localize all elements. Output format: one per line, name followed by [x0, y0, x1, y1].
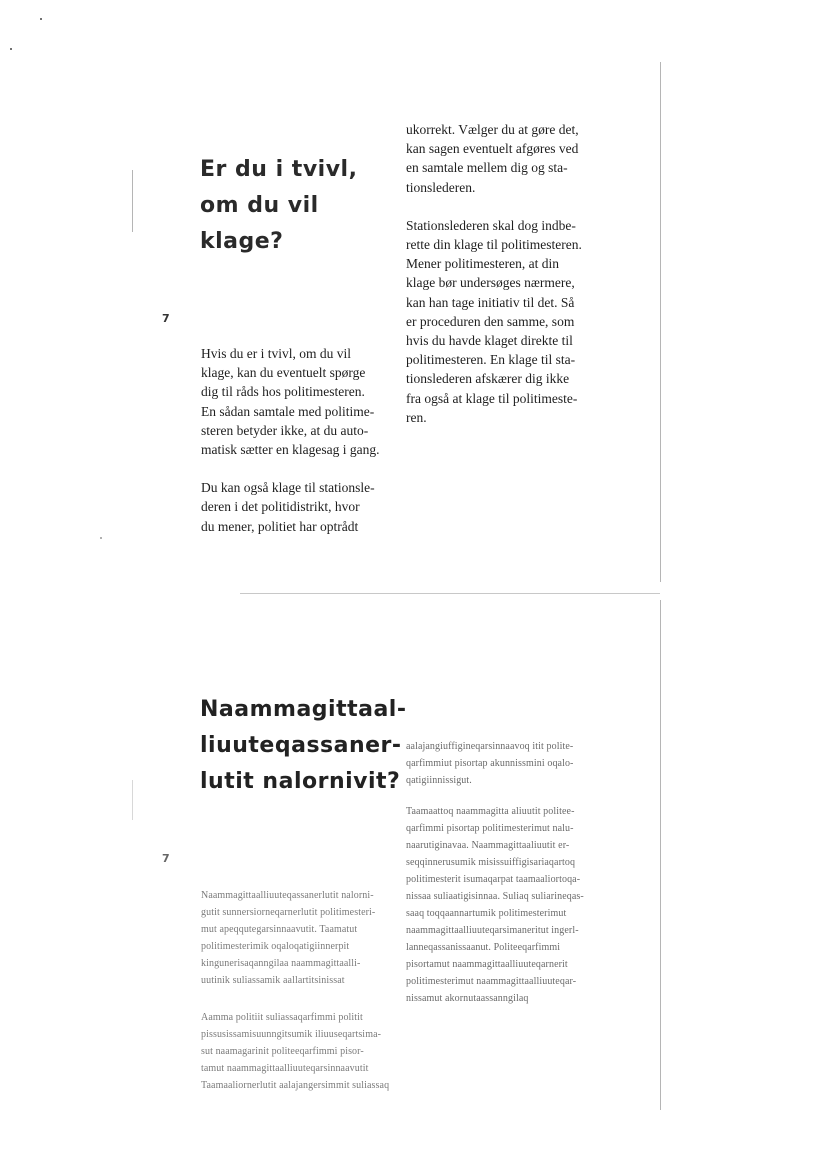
text-line: seqqinnerusumik misissuiffigisariaqartoq	[406, 857, 576, 868]
text-line: steren betyder ikke, at du auto-	[201, 422, 369, 438]
text-line: en samtale mellem dig og sta-	[406, 160, 568, 176]
text-line: kingunerisaqanngilaa naammagittaalli-	[201, 958, 361, 969]
page-edge-line	[132, 170, 133, 232]
text-line: Mener politimesteren, at din	[406, 256, 559, 272]
text-line: gutit sunnersiorneqarnerlutit politimesteri-	[201, 907, 376, 918]
text-line: Stationslederen skal dog indbe-	[406, 217, 576, 233]
text-line: Taamaattoq naammagitta aliuutit politee-	[406, 806, 575, 817]
paragraph	[201, 344, 401, 459]
page-number: 7	[162, 312, 170, 325]
page-edge-line	[132, 780, 133, 820]
paragraph	[201, 1009, 401, 1094]
paragraph	[406, 738, 606, 789]
text-line: saaq toqqaannartumik politimesterimut	[406, 908, 567, 919]
text-line: nissamut akornutaassanngilaq	[406, 993, 529, 1004]
text-line: rette din klage til politimesteren.	[406, 237, 582, 253]
text-line: du mener, politiet har optrådt	[201, 518, 359, 534]
heading-line: Naammagittaal-	[200, 697, 407, 722]
text-line: qarfimmiut pisortap akunnissmini oqalo-	[406, 758, 574, 769]
paragraph	[201, 478, 401, 536]
danish-heading	[200, 152, 357, 260]
text-line: lanneqassanissaanut. Politeeqarfimmi	[406, 942, 561, 953]
page-edge-line	[660, 600, 661, 1110]
text-line: aalajangiuffigineqarsinnaavoq itit polite-	[406, 741, 574, 752]
text-line: naarutiginavaa. Naammagittaaliuutit er-	[406, 840, 570, 851]
text-line: ukorrekt. Vælger du at gøre det,	[406, 122, 579, 137]
text-line: politimesterimik oqaloqatigiinnerpit	[201, 941, 350, 952]
text-line: tionslederen.	[406, 179, 476, 195]
text-line: Taamaaliornerlutit aalajangersimmit suliassaq	[201, 1080, 390, 1091]
text-line: fra også at klage til politimeste-	[406, 390, 578, 406]
paragraph	[406, 803, 606, 1007]
text-line: politimesteren. En klage til sta-	[406, 352, 576, 368]
text-line: politimesterit isumaqarpat taamaaliortoqa-	[406, 874, 581, 885]
heading-line: klage?	[200, 229, 284, 254]
danish-right-column	[406, 120, 616, 446]
text-line: pisortamut naammagittaalliuuteqarnerit	[406, 959, 568, 970]
heading-line: lutit nalornivit?	[200, 769, 401, 794]
greenlandic-heading	[200, 692, 406, 800]
text-line: Naammagittaalliuuteqassanerlutit nalorni-	[201, 890, 374, 901]
text-line: qarfimmi pisortap politimesterimut nalu-	[406, 823, 574, 834]
text-line: En sådan samtale med politime-	[201, 403, 375, 419]
text-line: Du kan også klage til stationsle-	[201, 480, 375, 496]
text-line: tamut naammagittaalliuuteqarsinnaavutit	[201, 1063, 369, 1074]
heading-line: om du vil	[200, 193, 319, 218]
text-line: klage bør undersøges nærmere,	[406, 275, 575, 291]
text-line: kan han tage initiativ til det. Så	[406, 294, 575, 310]
text-line: sut naamagarinit politeeqarfimmi pisor-	[201, 1046, 364, 1057]
scan-speck	[10, 48, 12, 50]
text-line: matisk sætter en klagesag i gang.	[201, 442, 380, 458]
text-line: Aamma politiit suliassaqarfimmi politit	[201, 1012, 363, 1023]
text-line: pissusissamisuunngitsumik iliuuseqartsima-	[201, 1029, 382, 1040]
paragraph	[406, 216, 616, 427]
heading-line: liuuteqassaner-	[200, 733, 402, 758]
text-line: politimesterimut naammagittaalliuuteqar-	[406, 976, 577, 987]
heading-line: Er du i tvivl,	[200, 157, 358, 182]
scan-speck	[100, 537, 102, 539]
text-line: kan sagen eventuelt afgøres ved	[406, 141, 579, 157]
page-divider-line	[240, 593, 660, 594]
text-line: uutinik suliassamik aallartitsinissat	[201, 975, 345, 986]
text-line: hvis du havde klaget direkte til	[406, 333, 573, 349]
paragraph	[406, 120, 616, 197]
scan-speck	[40, 18, 42, 20]
danish-left-column	[201, 344, 401, 555]
text-line: nissaa suliaatigisinnaa. Suliaq suliarineqas-	[406, 891, 584, 902]
text-line: er proceduren den samme, som	[406, 313, 575, 329]
page-number: 7	[162, 852, 170, 865]
paragraph	[201, 887, 401, 989]
text-line: deren i det politidistrikt, hvor	[201, 499, 360, 515]
text-line: klage, kan du eventuelt spørge	[201, 365, 366, 381]
greenlandic-left-column	[201, 887, 401, 1113]
text-line: Hvis du er i tvivl, om du vil	[201, 346, 351, 361]
text-line: mut apeqqutegarsinnaavutit. Taamatut	[201, 924, 358, 935]
page-edge-line	[660, 62, 661, 582]
text-line: ren.	[406, 409, 427, 425]
greenlandic-right-column	[406, 738, 606, 1026]
text-line: dig til råds hos politimesteren.	[201, 384, 365, 400]
text-line: qatigiinnissigut.	[406, 775, 472, 786]
text-line: tionslederen afskærer dig ikke	[406, 371, 570, 387]
text-line: naammagittaalliuuteqarsimaneritut ingerl-	[406, 925, 579, 936]
